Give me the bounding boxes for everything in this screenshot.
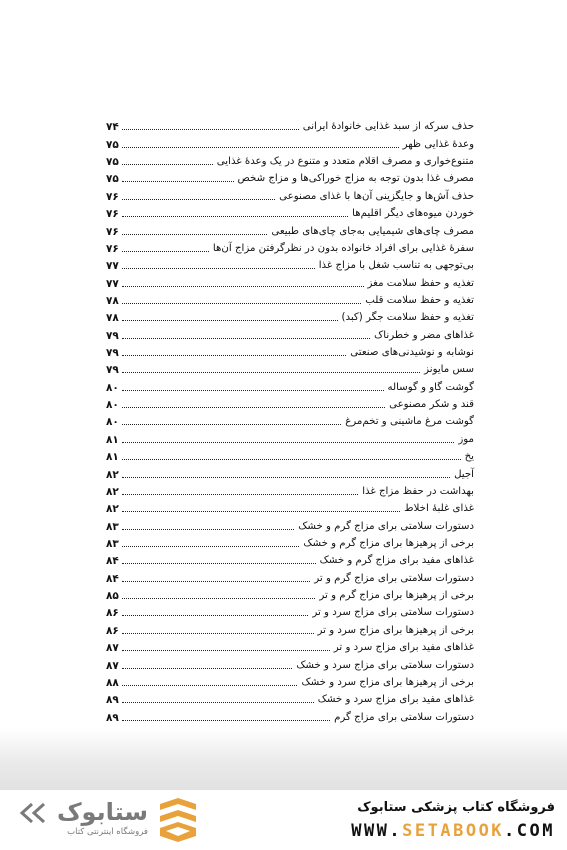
toc-entry-page: ۷۶	[106, 208, 119, 221]
page-shadow	[0, 728, 567, 790]
toc-entry	[106, 220, 474, 237]
book-stack-icon	[158, 798, 198, 842]
dot-leader	[122, 458, 461, 460]
dot-leader	[122, 233, 267, 235]
toc-entry-page: ۷۸	[106, 312, 119, 325]
dot-leader	[122, 198, 275, 200]
toc-entry	[106, 672, 474, 689]
dot-leader	[122, 528, 294, 530]
toc-entry-title: حذف سرکه از سبد غذایی خانوادهٔ ایرانی	[302, 121, 474, 133]
toc-entry-page: ۷۸	[106, 294, 119, 307]
dot-leader	[122, 250, 209, 252]
toc-entry	[106, 376, 474, 393]
toc-entry-title: متنوع‌خواری و مصرف اقلام متعدد و متنوع در یک وعدهٔ غذایی	[216, 156, 474, 168]
toc-entry	[106, 307, 474, 324]
dot-leader	[122, 128, 299, 130]
toc-entry-title: بی‌توجهی به تناسب شغل با مزاج غذا	[318, 260, 474, 272]
toc-entry-page: ۷۵	[106, 138, 119, 151]
toc-entry	[106, 498, 474, 515]
toc-entry-page: ۸۶	[106, 624, 119, 637]
logo-tagline: فروشگاه اینترنتی کتاب	[67, 827, 148, 837]
toc-entry-title: دستورات سلامتی برای مزاج گرم و خشک	[298, 520, 474, 532]
toc-entry	[106, 619, 474, 636]
dot-leader	[122, 267, 315, 269]
toc-entry-title: غذاهای مفید برای مزاج سرد و تر	[333, 642, 474, 654]
toc-entry	[106, 203, 474, 220]
toc-entry-title: برخی از پرهیزها برای مزاج گرم و خشک	[303, 537, 474, 549]
toc-entry	[106, 116, 474, 133]
toc-entry-title: غذای غلبهٔ اخلاط	[404, 503, 474, 515]
dot-leader	[122, 476, 450, 478]
toc-entry-title: خوردن میوه‌های دیگر اقلیم‌ها	[352, 208, 474, 220]
dot-leader	[122, 510, 400, 512]
toc-entry-page: ۸۱	[106, 451, 119, 464]
toc-entry-title: تغذیه و حفظ سلامت جگر (کبد)	[341, 312, 474, 324]
dot-leader	[122, 684, 297, 686]
toc-entry	[106, 359, 474, 376]
table-of-contents	[106, 116, 474, 724]
toc-entry-title: برخی از پرهیزها برای مزاج سرد و تر	[317, 624, 474, 636]
toc-entry	[106, 446, 474, 463]
toc-entry-title: تغذیه و حفظ سلامت مغز	[367, 277, 474, 289]
url-brand: SETABOOK	[402, 821, 505, 841]
toc-entry-page: ۸۷	[106, 659, 119, 672]
toc-entry-title: وعدهٔ غذایی ظهر	[402, 138, 474, 150]
dot-leader	[122, 406, 385, 408]
toc-entry-page: ۸۰	[106, 381, 119, 394]
toc-entry	[106, 533, 474, 550]
dot-leader	[122, 423, 341, 425]
toc-entry	[106, 602, 474, 619]
logo-wordmark: ستابوک	[56, 798, 148, 826]
dot-leader	[122, 285, 364, 287]
dot-leader	[122, 337, 370, 339]
toc-entry	[106, 255, 474, 272]
url-prefix: WWW.	[351, 821, 403, 841]
dot-leader	[122, 163, 213, 165]
toc-entry-title: گوشت مرغ ماشینی و تخم‌مرغ	[345, 416, 474, 428]
toc-entry	[106, 342, 474, 359]
toc-entry	[106, 133, 474, 150]
dot-leader	[122, 649, 330, 651]
toc-entry	[106, 238, 474, 255]
toc-entry-page: ۸۱	[106, 433, 119, 446]
dot-leader	[122, 215, 348, 217]
dot-leader	[122, 441, 454, 443]
toc-entry-page: ۷۶	[106, 190, 119, 203]
toc-entry	[106, 428, 474, 445]
toc-entry-title: دستورات سلامتی برای مزاج گرم و تر	[314, 572, 474, 584]
dot-leader	[122, 719, 330, 721]
dot-leader	[122, 580, 310, 582]
toc-entry-title: موز	[458, 433, 474, 445]
toc-entry-page: ۸۳	[106, 537, 119, 550]
toc-entry-page: ۷۷	[106, 260, 119, 273]
dot-leader	[122, 701, 314, 703]
toc-entry-title: غذاهای مفید برای مزاج گرم و خشک	[319, 555, 474, 567]
toc-entry-page: ۸۹	[106, 694, 119, 707]
toc-entry	[106, 550, 474, 567]
toc-entry-page: ۷۴	[106, 121, 119, 134]
toc-entry-page: ۷۹	[106, 329, 119, 342]
toc-entry	[106, 585, 474, 602]
toc-entry	[106, 168, 474, 185]
toc-entry-page: ۷۶	[106, 225, 119, 238]
toc-entry-page: ۸۹	[106, 711, 119, 724]
toc-entry-title: دستورات سلامتی برای مزاج سرد و تر	[312, 607, 474, 619]
toc-entry-title: قند و شکر مصنوعی	[389, 399, 474, 411]
toc-entry-title: آجیل	[454, 468, 474, 480]
dot-leader	[122, 354, 346, 356]
toc-entry-page: ۷۹	[106, 364, 119, 377]
url-suffix: .COM	[504, 821, 555, 841]
toc-entry-title: تغذیه و حفظ سلامت قلب	[365, 294, 474, 306]
toc-entry-page: ۸۳	[106, 520, 119, 533]
dot-leader	[122, 597, 315, 599]
toc-entry	[106, 151, 474, 168]
toc-entry	[106, 654, 474, 671]
toc-entry	[106, 411, 474, 428]
dot-leader	[122, 632, 314, 634]
toc-entry-title: سس مایونز	[424, 364, 474, 376]
toc-entry-title: دستورات سلامتی برای مزاج گرم	[334, 711, 474, 723]
dot-leader	[122, 667, 292, 669]
toc-entry-title: برخی از پرهیزها برای مزاج سرد و خشک	[301, 676, 474, 688]
toc-entry	[106, 185, 474, 202]
store-url[interactable]	[351, 821, 555, 841]
toc-entry-page: ۸۴	[106, 555, 119, 568]
toc-entry	[106, 481, 474, 498]
toc-entry-title: سفرهٔ غذایی برای افراد خانواده بدون در نظرگرفتن مزاج آن‌ها	[212, 242, 474, 254]
dot-leader	[122, 614, 308, 616]
toc-entry-title: مصرف غذا بدون توجه به مزاج خوراکی‌ها و مزاج شخص	[237, 173, 474, 185]
toc-entry-title: نوشابه و نوشیدنی‌های صنعتی	[350, 347, 474, 359]
toc-entry-title: بهداشت در حفظ مزاج غذا	[362, 485, 474, 497]
toc-entry-title: غذاهای مضر و خطرناک	[374, 329, 474, 341]
toc-entry-title: دستورات سلامتی برای مزاج سرد و خشک	[296, 659, 474, 671]
toc-entry-page: ۸۰	[106, 399, 119, 412]
toc-entry-page: ۸۴	[106, 572, 119, 585]
dot-leader	[122, 389, 384, 391]
toc-entry-page: ۸۲	[106, 468, 119, 481]
toc-entry-page: ۸۷	[106, 642, 119, 655]
toc-entry-title: حذف آش‌ها و جایگزینی آن‌ها با غذای مصنوعی	[279, 190, 474, 202]
toc-entry-page: ۸۶	[106, 607, 119, 620]
toc-entry	[106, 515, 474, 532]
toc-entry-page: ۸۵	[106, 590, 119, 603]
toc-entry-title: برخی از پرهیزها برای مزاج گرم و تر	[319, 590, 474, 602]
toc-entry	[106, 394, 474, 411]
dot-leader	[122, 562, 316, 564]
store-name: فروشگاه کتاب پزشکی ستابوک	[357, 800, 555, 815]
toc-entry	[106, 324, 474, 341]
toc-entry-title: مصرف چای‌های شیمیایی به‌جای چای‌های طبیعی	[271, 225, 474, 237]
toc-entry	[106, 706, 474, 723]
dot-leader	[122, 146, 399, 148]
toc-entry-title: غذاهای مفید برای مزاج سرد و خشک	[317, 694, 474, 706]
setabook-logo[interactable]	[18, 800, 148, 842]
toc-entry-title: یخ	[464, 451, 474, 463]
toc-entry-page: ۷۵	[106, 173, 119, 186]
toc-entry	[106, 637, 474, 654]
dot-leader	[122, 302, 361, 304]
toc-entry-title: گوشت گاو و گوساله	[387, 381, 474, 393]
dot-leader	[122, 545, 299, 547]
toc-entry-page: ۷۷	[106, 277, 119, 290]
chevrons-icon	[18, 802, 48, 824]
store-footer	[0, 790, 567, 850]
dot-leader	[122, 371, 420, 373]
toc-entry	[106, 290, 474, 307]
toc-entry-page: ۸۲	[106, 485, 119, 498]
toc-entry	[106, 689, 474, 706]
toc-entry-page: ۸۸	[106, 676, 119, 689]
dot-leader	[122, 493, 358, 495]
toc-entry-page: ۷۶	[106, 242, 119, 255]
toc-entry	[106, 272, 474, 289]
dot-leader	[122, 180, 234, 182]
dot-leader	[122, 319, 338, 321]
toc-entry-page: ۷۵	[106, 156, 119, 169]
toc-entry-page: ۷۹	[106, 347, 119, 360]
toc-entry	[106, 463, 474, 480]
toc-entry	[106, 567, 474, 584]
toc-entry-page: ۸۲	[106, 503, 119, 516]
toc-entry-page: ۸۰	[106, 416, 119, 429]
